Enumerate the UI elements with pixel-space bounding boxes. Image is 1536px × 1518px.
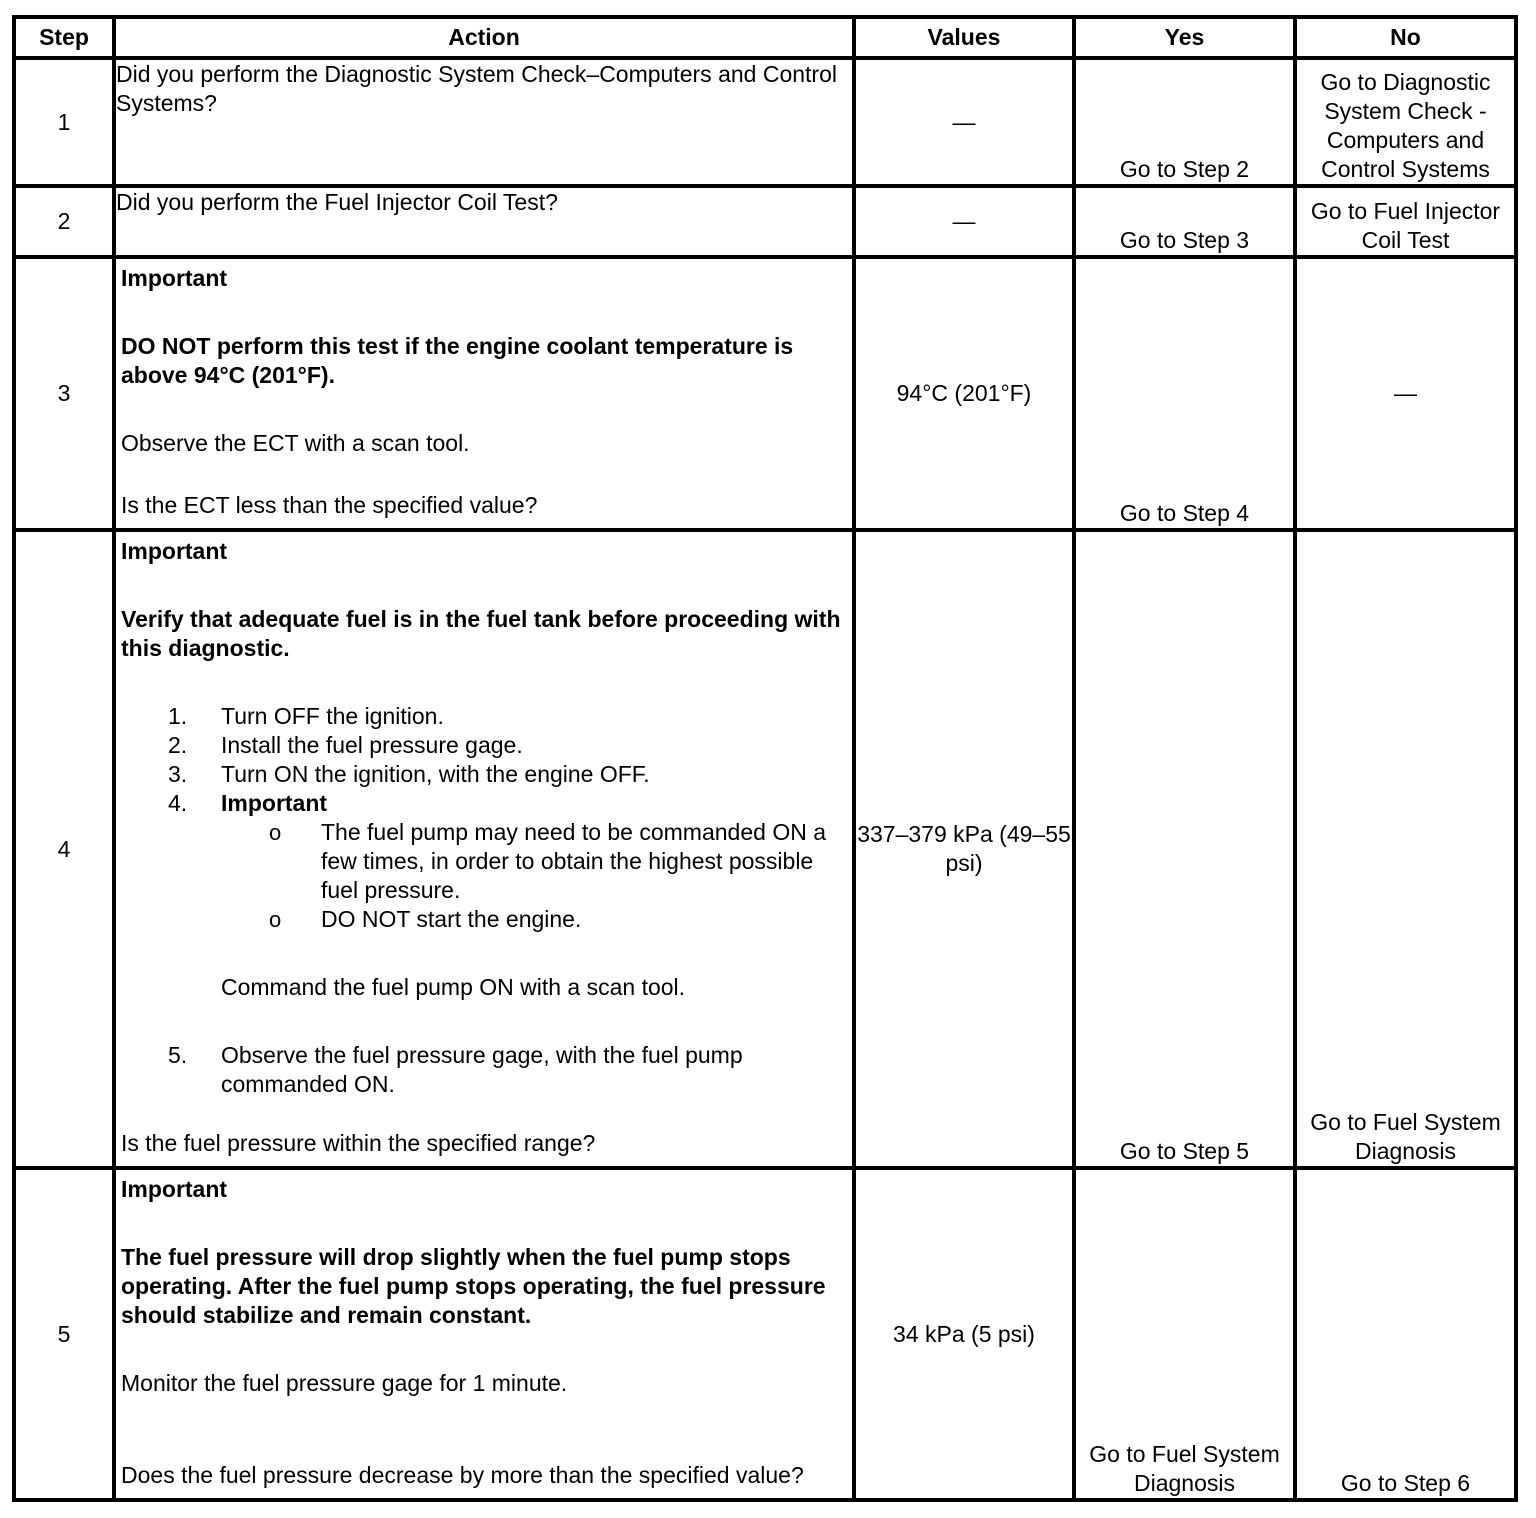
no-link[interactable]: Go to Fuel System Diagnosis — [1295, 530, 1516, 1168]
action-cell — [114, 257, 854, 530]
instruction-text: Observe the ECT with a scan tool. — [121, 430, 470, 456]
action-text: Did you perform the Fuel Injector Coil Test? — [114, 186, 854, 257]
table-row — [14, 58, 1516, 186]
important-label: Important — [121, 1176, 228, 1202]
question-text: Is the fuel pressure within the specified range? — [121, 1130, 596, 1156]
warning-text: Verify that adequate fuel is in the fuel tank before proceeding with this diagnostic. — [121, 606, 841, 661]
procedure-list-cont — [121, 1041, 848, 1099]
action-cell — [114, 1168, 854, 1500]
value-cell: — — [854, 58, 1074, 186]
table-row — [14, 257, 1516, 530]
important-label: Important — [121, 538, 228, 564]
step-number: 5 — [14, 1168, 114, 1500]
question-text: Is the ECT less than the specified value? — [121, 492, 538, 518]
table-row — [14, 530, 1516, 1168]
yes-link[interactable]: Go to Step 3 — [1074, 186, 1295, 257]
list-item: 2. Install the fuel pressure gage. — [168, 732, 523, 758]
no-link[interactable]: Go to Diagnostic System Check - Computers and Control Systems — [1295, 58, 1516, 186]
step-number: 4 — [14, 530, 114, 1168]
list-item: 1. Turn OFF the ignition. — [168, 703, 444, 729]
table-row — [14, 1168, 1516, 1500]
header-yes: Yes — [1074, 17, 1295, 58]
list-item: o The fuel pump may need to be commanded ON a few times, in order to obtain the highest possible fuel pressure. — [269, 819, 827, 903]
question-text: Does the fuel pressure decrease by more than the specified value? — [121, 1462, 804, 1488]
instruction-text: Monitor the fuel pressure gage for 1 minute. — [121, 1370, 568, 1396]
action-text: Did you perform the Diagnostic System Check–Computers and Control Systems? — [114, 58, 854, 186]
action-cell — [114, 530, 854, 1168]
header-values: Values — [854, 17, 1074, 58]
yes-link[interactable]: Go to Step 5 — [1074, 530, 1295, 1168]
no-cell: — — [1295, 257, 1516, 530]
header-no: No — [1295, 17, 1516, 58]
value-cell: — — [854, 186, 1074, 257]
important-label: Important — [121, 265, 228, 291]
warning-text: DO NOT perform this test if the engine coolant temperature is above 94°C (201°F). — [121, 333, 794, 388]
list-item: 3. Turn ON the ignition, with the engine OFF. — [168, 761, 650, 787]
command-text: Command the fuel pump ON with a scan tool. — [221, 974, 686, 1000]
no-link[interactable]: Go to Step 6 — [1295, 1168, 1516, 1500]
warning-text: The fuel pressure will drop slightly when the fuel pump stops operating. After the fuel pump stops operating, the fuel pressure should stabilize and remain constant. — [121, 1244, 826, 1328]
procedure-list — [121, 702, 848, 818]
list-item: 5. Observe the fuel pressure gage, with the fuel pump commanded ON. — [168, 1042, 743, 1097]
bullet-icon: o — [269, 907, 282, 932]
value-cell: 94°C (201°F) — [854, 257, 1074, 530]
list-item: o DO NOT start the engine. — [269, 906, 582, 932]
table-row — [14, 186, 1516, 257]
yes-link[interactable]: Go to Fuel System Diagnosis — [1074, 1168, 1295, 1500]
header-action: Action — [114, 17, 854, 58]
value-cell: 337–379 kPa (49–55 psi) — [854, 530, 1074, 1168]
yes-link[interactable]: Go to Step 2 — [1074, 58, 1295, 186]
value-cell: 34 kPa (5 psi) — [854, 1168, 1074, 1500]
step-number: 2 — [14, 186, 114, 257]
bullet-icon: o — [269, 820, 282, 845]
yes-link[interactable]: Go to Step 4 — [1074, 257, 1295, 530]
header-step: Step — [14, 17, 114, 58]
important-bullets — [121, 818, 848, 934]
step-number: 3 — [14, 257, 114, 530]
list-item: 4. Important — [168, 790, 328, 816]
diagnostic-table — [12, 15, 1518, 1502]
no-link[interactable]: Go to Fuel Injector Coil Test — [1295, 186, 1516, 257]
table-header-row — [14, 17, 1516, 58]
step-number: 1 — [14, 58, 114, 186]
